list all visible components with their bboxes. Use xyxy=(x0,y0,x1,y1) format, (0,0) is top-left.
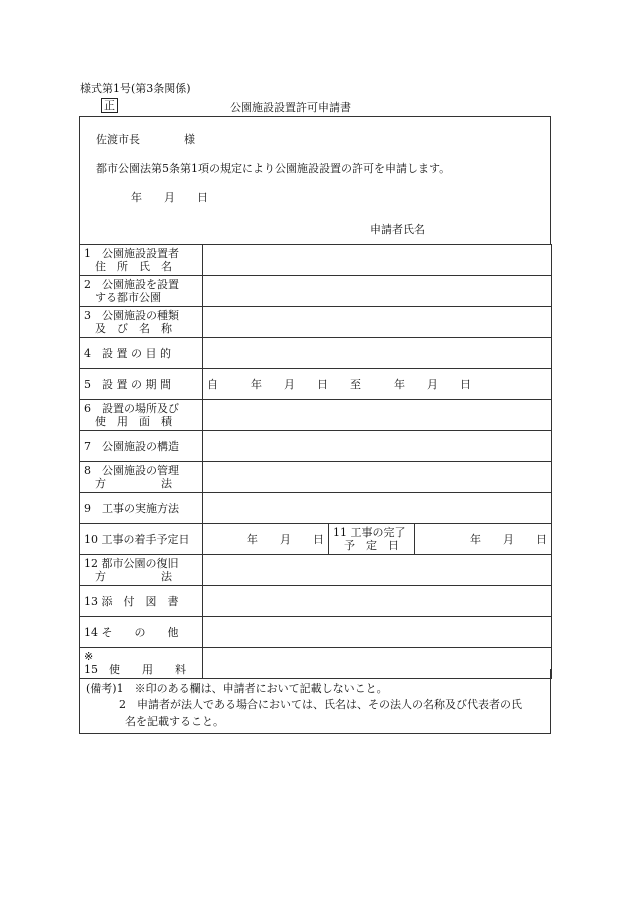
form-row xyxy=(80,276,552,307)
form-row xyxy=(80,369,552,400)
row-label-management: 8 公園施設の管理 方 法 xyxy=(80,462,203,493)
row-label-other: 14 そ の 他 xyxy=(80,617,203,648)
document-title: 公園施設設置許可申請書 xyxy=(230,101,351,114)
form-row xyxy=(80,307,552,338)
row-label-location-area: 6 設置の場所及び 使 用 面 積 xyxy=(80,400,203,431)
row-label-installer: 1 公園施設設置者 住 所 氏 名 xyxy=(80,245,203,276)
row-label-attachments: 13 添 付 図 書 xyxy=(80,586,203,617)
field-structure[interactable] xyxy=(203,431,552,462)
form-row xyxy=(80,493,552,524)
addressee: 佐渡市長 様 xyxy=(96,133,195,146)
field-location-area[interactable] xyxy=(203,400,552,431)
field-completion-date[interactable]: 年 月 日 xyxy=(415,524,552,555)
applicant-name-label: 申請者氏名 xyxy=(370,223,425,236)
request-statement: 都市公園法第5条第1項の規定により公園施設設置の許可を申請します。 xyxy=(96,162,451,175)
field-installer-address-name[interactable] xyxy=(203,245,552,276)
application-date[interactable]: 年 月 日 xyxy=(131,191,208,204)
row-label-restoration: 12 都市公園の復旧 方 法 xyxy=(80,555,203,586)
form-row xyxy=(80,431,552,462)
form-row xyxy=(80,586,552,617)
form-row xyxy=(80,524,552,555)
field-park[interactable] xyxy=(203,276,552,307)
form-row xyxy=(80,462,552,493)
field-attachments[interactable] xyxy=(203,586,552,617)
field-purpose[interactable] xyxy=(203,338,552,369)
row-label-construction-method: 9 工事の実施方法 xyxy=(80,493,203,524)
field-start-date[interactable]: 年 月 日 xyxy=(203,524,329,555)
row-label-period: 5 設 置 の 期 間 xyxy=(80,369,203,400)
note-line: (備考)1 ※印のある欄は、申請者において記載しないこと。 xyxy=(86,682,388,695)
row-label-purpose: 4 設 置 の 目 的 xyxy=(80,338,203,369)
row-label-park: 2 公園施設を設置 する都市公園 xyxy=(80,276,203,307)
form-row xyxy=(80,400,552,431)
field-period[interactable]: 自 年 月 日 至 年 月 日 xyxy=(203,369,552,400)
form-number-label: 様式第1号(第3条関係) xyxy=(80,82,191,95)
field-other[interactable] xyxy=(203,617,552,648)
application-form-table xyxy=(79,244,552,679)
field-management[interactable] xyxy=(203,462,552,493)
note-line: 2 申請者が法人である場合においては、氏名は、その法人の名称及び代表者の氏 xyxy=(86,698,522,711)
original-copy-mark: 正 xyxy=(101,98,118,113)
form-row xyxy=(80,555,552,586)
row-label-structure: 7 公園施設の構造 xyxy=(80,431,203,462)
row-label-fee: ※ 15 使 用 料 xyxy=(80,648,203,679)
row-label-completion-date: 11 工事の完了 予 定 日 xyxy=(329,524,415,555)
note-line: 名を記載すること。 xyxy=(125,715,224,728)
field-restoration[interactable] xyxy=(203,555,552,586)
form-row xyxy=(80,617,552,648)
form-row xyxy=(80,245,552,276)
row-label-start-date: 10 工事の着手予定日 xyxy=(80,524,203,555)
field-facility-type[interactable] xyxy=(203,307,552,338)
field-construction-method[interactable] xyxy=(203,493,552,524)
row-label-facility-type: 3 公園施設の種類 及 び 名 称 xyxy=(80,307,203,338)
form-row xyxy=(80,338,552,369)
